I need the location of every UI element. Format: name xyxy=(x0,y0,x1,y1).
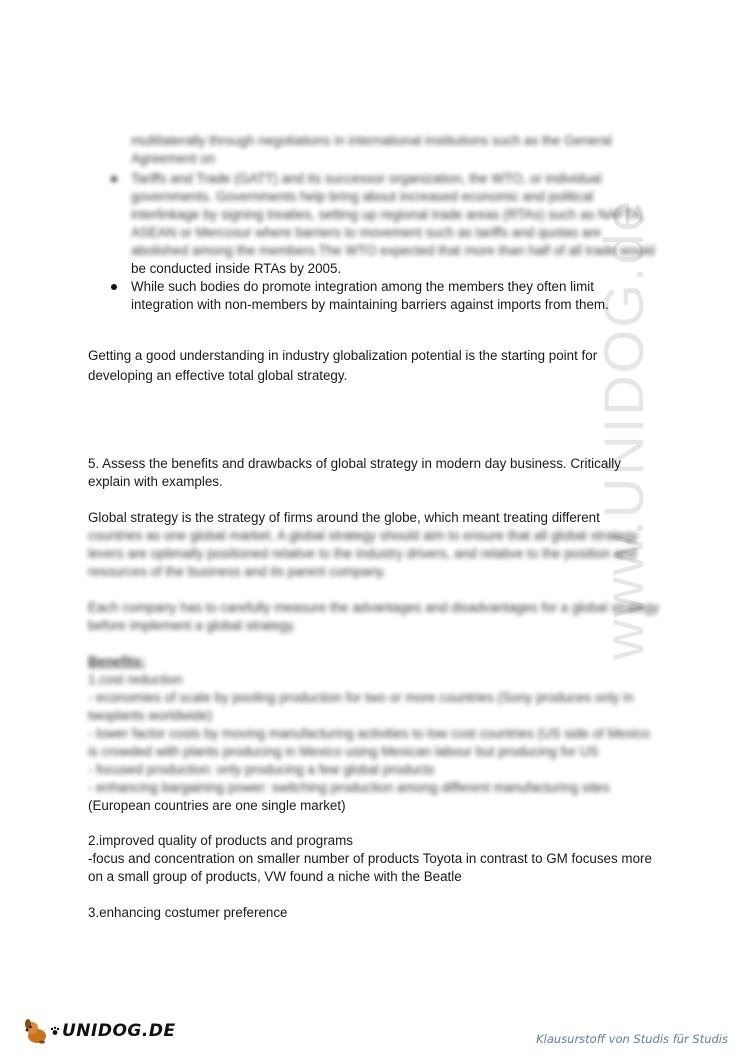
text-line: resources of the business and its parent company. xyxy=(88,564,387,579)
text-line: integration with non-members by maintaining barriers against imports from them. xyxy=(131,297,609,312)
watermark: www.UNIDOG.de xyxy=(592,198,655,660)
text-line: Getting a good understanding in industry globalization potential is the starting point for xyxy=(88,348,598,363)
text-line: -focus and concentration on smaller number of products Toyota in contrast to GM focuses more xyxy=(88,851,652,866)
footer-tagline: Klausurstoff von Studis für Studis xyxy=(536,1032,728,1046)
text-line: Global strategy is the strategy of firms around the globe, which meant treating different xyxy=(88,510,600,525)
text-line: 1.cost reduction xyxy=(88,672,183,687)
dog-icon xyxy=(22,1017,50,1045)
text-line: - focused production: only producing a few global products xyxy=(88,762,435,777)
text-line: be conducted inside RTAs by 2005. xyxy=(131,261,342,276)
text-line: (European countries are one single market) xyxy=(88,798,346,813)
text-line: abolished among the members.The WTO expected that more than half of all trade would xyxy=(131,243,655,258)
text-line: - lower factor costs by moving manufacturing activities to low cost countries (US side of Mexico xyxy=(88,726,650,741)
text-line: - economies of scale by pooling production for two or more countries (Sony produces only in xyxy=(88,690,634,705)
text-line: on a small group of products, VW found a niche with the Beatle xyxy=(88,869,462,884)
text-line: 2.improved quality of products and programs xyxy=(88,833,353,848)
text-line: - enhancing bargaining power: switching production among different manufacturing sites xyxy=(88,780,610,795)
text-line: developing an effective total global strategy. xyxy=(88,368,348,383)
text-line: While such bodies do promote integration among the members they often limit xyxy=(131,279,594,294)
text-line: interlinkage by signing treaties, setting up regional trade areas (RTAs) such as NAFTA, xyxy=(131,207,645,222)
text-line: twoplants worldwide) xyxy=(88,708,213,723)
section-heading: Benefits: xyxy=(88,654,146,669)
text-line: 3.enhancing costumer preference xyxy=(88,905,288,920)
text-line: countries as one global market. A global strategy should aim to ensure that all global strategy xyxy=(88,528,639,543)
logo-text: UNIDOG.DE xyxy=(62,1021,176,1041)
text-line: is crowded with plants producing in Mexico using Mexican labour but producing for US xyxy=(88,744,599,759)
paw-icon xyxy=(50,1026,60,1036)
text-line: governments. Governments help bring about increased economic and political xyxy=(131,189,594,204)
text-line: ASEAN or Mercosur where barriers to movement such as tariffs and quotas are xyxy=(131,225,602,240)
text-line: Agreement on xyxy=(131,151,216,166)
text-line: Each company has to carefully measure the advantages and disadvantages for a global strategy xyxy=(88,600,659,615)
bullet-icon xyxy=(111,284,117,290)
text-line: before implement a global strategy. xyxy=(88,618,297,633)
bullet-icon xyxy=(111,176,117,182)
question-line: explain with examples. xyxy=(88,474,223,489)
text-line: levers are optimally positioned relative to the industry drivers, and relative to the position and xyxy=(88,546,637,561)
text-line: multilaterally through negotiations in international institutions such as the General xyxy=(131,133,612,148)
unidog-logo[interactable] xyxy=(22,1016,176,1046)
question-line: 5. Assess the benefits and drawbacks of global strategy in modern day business. Critically xyxy=(88,456,621,471)
text-line: Tariffs and Trade (GATT) and its successor organization, the WTO, or individual xyxy=(131,171,602,186)
